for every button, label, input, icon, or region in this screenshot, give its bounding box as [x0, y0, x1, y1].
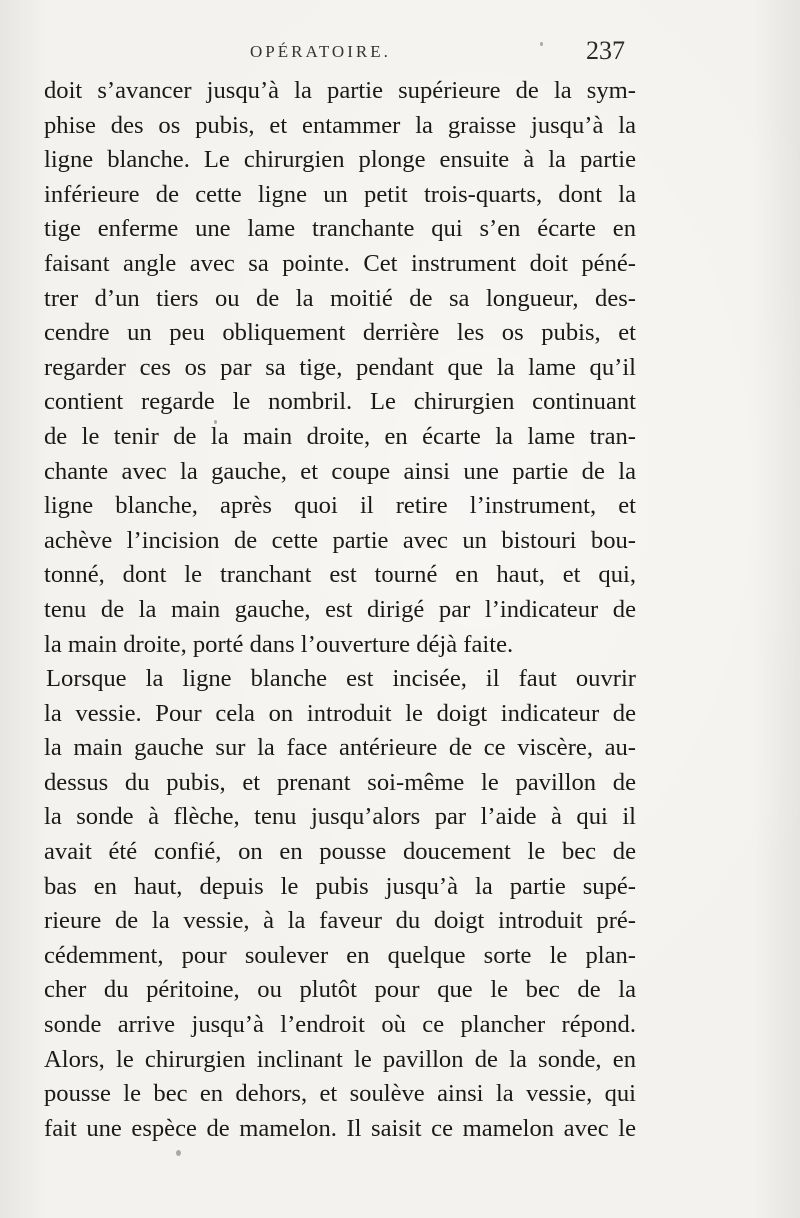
body-text	[44, 74, 636, 1146]
text-line: rieure de la vessie, à la faveur du doigt introduit pré-	[44, 907, 636, 935]
text-line: sonde arrive jusqu’à l’endroit où ce plancher répond.	[44, 1011, 636, 1039]
text-line: ligne blanche. Le chirurgien plonge ensuite à la partie	[44, 146, 636, 174]
text-line: Alors, le chirurgien inclinant le pavillon de la sonde, en	[44, 1045, 636, 1073]
text-line: pousse le bec en dehors, et soulève ainsi la vessie, qui	[44, 1080, 636, 1108]
paragraph-1	[44, 74, 636, 662]
text-line: la main gauche sur la face antérieure de ce viscère, au-	[44, 734, 636, 762]
text-line: la main droite, porté dans l’ouverture déjà faite.	[44, 630, 514, 658]
text-line: cher du péritoine, ou plutôt pour que le bec de la	[44, 976, 636, 1004]
text-line: tige enferme une lame tranchante qui s’en écarte en	[44, 215, 636, 243]
text-line: tenu de la main gauche, est dirigé par l’indicateur de	[44, 595, 636, 623]
text-line: avait été confié, on en pousse doucement le bec de	[44, 838, 636, 866]
ink-speck	[540, 42, 543, 46]
page-number: 237	[586, 36, 625, 65]
text-line: doit s’avancer jusqu’à la partie supérieure de la sym-	[44, 77, 636, 104]
text-line: dessus du pubis, et prenant soi-même le pavillon de	[44, 768, 636, 796]
paragraph-2	[44, 662, 636, 1146]
text-line: chante avec la gauche, et coupe ainsi une partie de la	[44, 457, 636, 485]
text-line: inférieure de cette ligne un petit trois-quarts, dont la	[44, 180, 636, 208]
ink-speck	[176, 1150, 181, 1156]
text-line: la vessie. Pour cela on introduit le doigt indicateur de	[44, 699, 636, 727]
text-line: trer d’un tiers ou de la moitié de sa longueur, des-	[44, 284, 636, 312]
running-head: OPÉRATOIRE.	[250, 42, 391, 61]
text-line: fait une espèce de mamelon. Il saisit ce mamelon avec le	[44, 1114, 636, 1142]
text-line: la sonde à flèche, tenu jusqu’alors par l’aide à qui il	[44, 803, 636, 831]
text-line: ligne blanche, après quoi il retire l’instrument, et	[44, 492, 636, 520]
text-line: achève l’incision de cette partie avec un bistouri bou-	[44, 526, 636, 554]
text-line: de le tenir de la main droite, en écarte la lame tran-	[44, 422, 636, 450]
text-line: bas en haut, depuis le pubis jusqu’à la partie supé-	[44, 872, 636, 900]
text-line: cendre un peu obliquement derrière les os pubis, et	[44, 319, 636, 347]
text-line: cédemment, pour soulever en quelque sorte le plan-	[44, 941, 636, 969]
page-header	[0, 36, 800, 66]
text-line: contient regarde le nombril. Le chirurgien continuant	[44, 388, 636, 416]
text-line: regarder ces os par sa tige, pendant que la lame qu’il	[44, 353, 636, 381]
text-line: tonné, dont le tranchant est tourné en haut, et qui,	[44, 561, 636, 589]
text-line: Lorsque la ligne blanche est incisée, il faut ouvrir	[46, 665, 636, 693]
text-line: faisant angle avec sa pointe. Cet instrument doit péné-	[44, 249, 636, 277]
ink-speck	[214, 420, 217, 424]
text-line: phise des os pubis, et entammer la graisse jusqu’à la	[44, 111, 636, 139]
